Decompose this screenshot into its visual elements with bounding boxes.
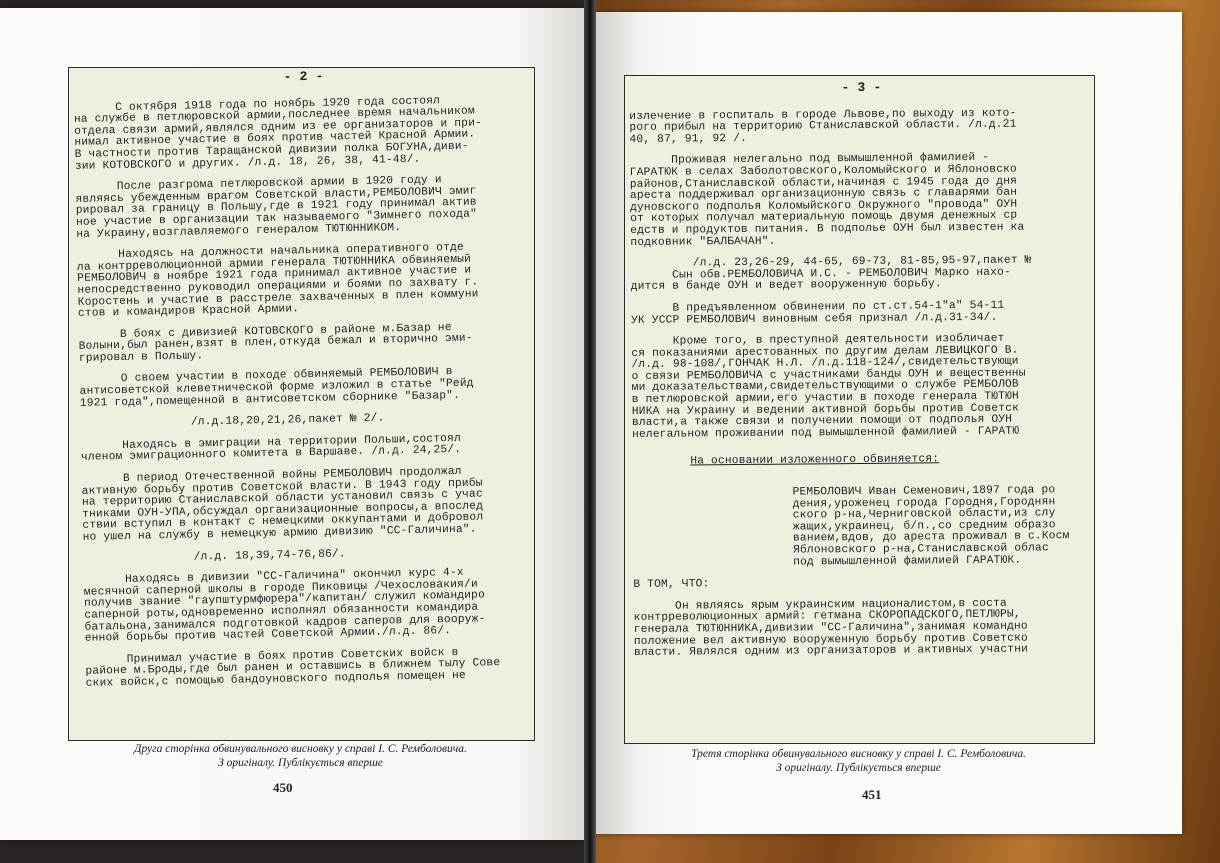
scanned-document-page-3 xyxy=(624,75,1095,744)
document-page-number: - 2 - xyxy=(283,68,324,85)
document-paragraph: Проживая нелегально под вымышленной фамилией - ГАРАТЮК в селах Заболотовского,Коломыйского и Яблоновско районов,Станиславской области,начиная с 1945 года до дня ареста поддерживал организационную связь с главарями бан дуновского подполья Коломыйского Окружного "провода" ОУН от которых получал материальную помощь двумя денежных ср едств и продуктов питания. В подполье ОУН был известен ка подковник "БАЛБАЧАН". xyxy=(629,152,1025,249)
document-paragraph: В период Отечественной войны РЕМБОЛОВИЧ продолжал активную борьбу против Советской власти. В 1943 году прибы на территорию Станиславской области установил связь с учас тниками ОУН-УПА,обсуждал организационные вопросы,а впослед ствии вступил в контакт с немецкими оккупантами и добровол но ушел на службу в немецкую армию дивизию "СС-Галичина". xyxy=(81,465,484,544)
document-paragraph: О своем участии в походе обвиняемый РЕМБОЛОВИЧ в антисоветской клеветнической форме изложил в статье "Рейд 1921 года",помещенной в антисоветском сборнике "Базар". xyxy=(79,366,474,410)
document-paragraph: В боях с дивизией КОТОВСКОГО в районе м.Базар не Волыни,был ранен,взят в плен,откуда бежал и вторично эми- грировал в Польшу. xyxy=(78,321,473,365)
document-paragraph: излечение в госпиталь в городе Львове,по выходу из кото- рого прибыл на территорию Станиславской области. /л.д.21 40, 87, 91, 92 /. xyxy=(629,107,1017,146)
document-paragraph: /л.д.18,20,21,26,пакет № 2/. xyxy=(80,412,385,432)
document-paragraph: После разгрома петлюровской армии в 1920 году и являясь убежденным врагом Советской власти,РЕМБОЛОВИЧ эмиг рировал за границу в Польшу,где в 1921 году принимал актив ное участие в организации так называемого "Зимнего похода" на Украину,возглавляемого генералом ТЮТЮННИКОМ. xyxy=(75,174,478,241)
document-paragraph: Находясь на должности начальника оперативного отде ла контрреволюционной армии генерала ТЮТЮННИКА обвиняемый РЕМБОЛОВИЧ в ноябре 1921 года принимал активное участие и непосредственно руководил операциями и боями по захвату г. Коростень и участие в расстреле захваченных в плен коммуни стов и командиров Красной Армии. xyxy=(76,241,479,320)
document-paragraph: Находясь в дивизии "СС-Галичина" окончил курс 4-х месячной саперной школы в городе Пиковицы /Чехословакия/и получив звание "гаупштурмфюрера"/капитан/ служил командиро саперной роты,одновременно исполнял обязанности командира батальона,занимался подготовкой кадров саперов для вооруж- енной борьбы против частей Советской Армии./л.д. 86/. xyxy=(83,567,486,645)
document-paragraph: Кроме того, в преступной деятельности изобличает ся показаниями арестованных по другим делам ЛЕВИЦКОГО В. /л.д. 98-108/,ГОНЧАК Н.Л. /л.д.118-124/,свидетельствующи о связи РЕМБОЛОВИЧА с участниками банды ОУН и вещественны ми доказательствами,свидетельствующими о службе РЕМБОЛОВ в петлюровской армии,его участии в походе генерала ТЮТЮН НИКА на Украину и ведении активной борьбы против Советск власти,а также связи и получении помощи от подполья ОУН нелегальном проживании под вымышленной фамилией - ГАРАТЮ xyxy=(631,332,1026,441)
caption-line: Третя сторінка обвинувального висновку у справі І. С. Ремболовича. xyxy=(690,748,1027,760)
document-paragraph: С октября 1918 года по ноябрь 1920 года состоял на службе в петлюровской армии,последнее время начальником отдела связи армий,являлся одним из ее организаторов и при- нимал активное участие в боях против частей Красной Армии. В частности против Таращанской дивизии полка БОГУНА,диви- зии КОТОВСКОГО и других. /л.д. 18, 26, 38, 41-48/. xyxy=(73,94,483,173)
right-page-folio: 451 xyxy=(862,787,882,802)
caption-line: Друга сторінка обвинувального висновку у справі І. С. Ремболовича. xyxy=(134,743,467,755)
scanned-document-page-2 xyxy=(68,67,535,741)
left-figure-caption xyxy=(68,742,533,770)
document-paragraph: /л.д. 18,39,74-76,86/. xyxy=(83,547,346,566)
in-that-label: В ТОМ, ЧТО: xyxy=(633,578,710,592)
document-paragraph: Он являясь ярым украинским националистом,в соста контрреволюционных армий: гетмана СКОРОПАДСКОГО,ПЕТЛЮРЫ, генерала ТЮТЮННИКА,дивизии "СС-Галичина",занимая командно положение вел активную вооруженную борьбу против Советско власти. Являлся одним из организаторов и активных участни xyxy=(633,597,1029,660)
document-paragraph: Принимал участие в боях против Советских войск в районе м.Броды,где был ранен и оставшись в ближнем тылу Сове ских войск,с помощью бандоуновского подполья помещен не xyxy=(85,646,501,690)
document-paragraph: В предъявленном обвинении по ст.ст.54-1"а" 54-11 УК УССР РЕМБОЛОВИЧ виновным себя признал /л.д.31-34/. xyxy=(630,299,1005,327)
caption-line: З оригіналу. Публікується вперше xyxy=(776,762,941,774)
document-paragraph: Находясь в эмиграции на территории Польши,состоял членом эмиграционного комитета в Варшаве. /л.д. 24,25/. xyxy=(80,432,462,465)
document-heading: На основании изложенного обвиняется: xyxy=(690,453,940,468)
left-page-folio: 450 xyxy=(273,780,293,795)
accused-details: РЕМБОЛОВИЧ Иван Семенович,1897 года ро дения,уроженец города Городня,Городнян ского р-на,Черниговской области,из слу жащих,украинец, б/п.,со средним образо ванием,вдов, до ареста проживал в с.Косм Яблоновского р-на,Станиславской облас под вымышленной фамилией ГАРАТЮК. xyxy=(792,484,1070,569)
book-gutter xyxy=(584,0,596,863)
right-figure-caption xyxy=(624,747,1093,775)
document-paragraph: /л.д. 23,26-29, 44-65, 69-73, 81-85,95-97,пакет № Сын обв.РЕМБОЛОВИЧА И.С. - РЕМБОЛОВИЧ Марко нахо- дится в банде ОУН и ведет вооруженную борьбу. xyxy=(630,254,1032,294)
caption-line: З оригіналу. Публікується вперше xyxy=(218,757,383,769)
document-page-number: - 3 - xyxy=(841,79,882,96)
